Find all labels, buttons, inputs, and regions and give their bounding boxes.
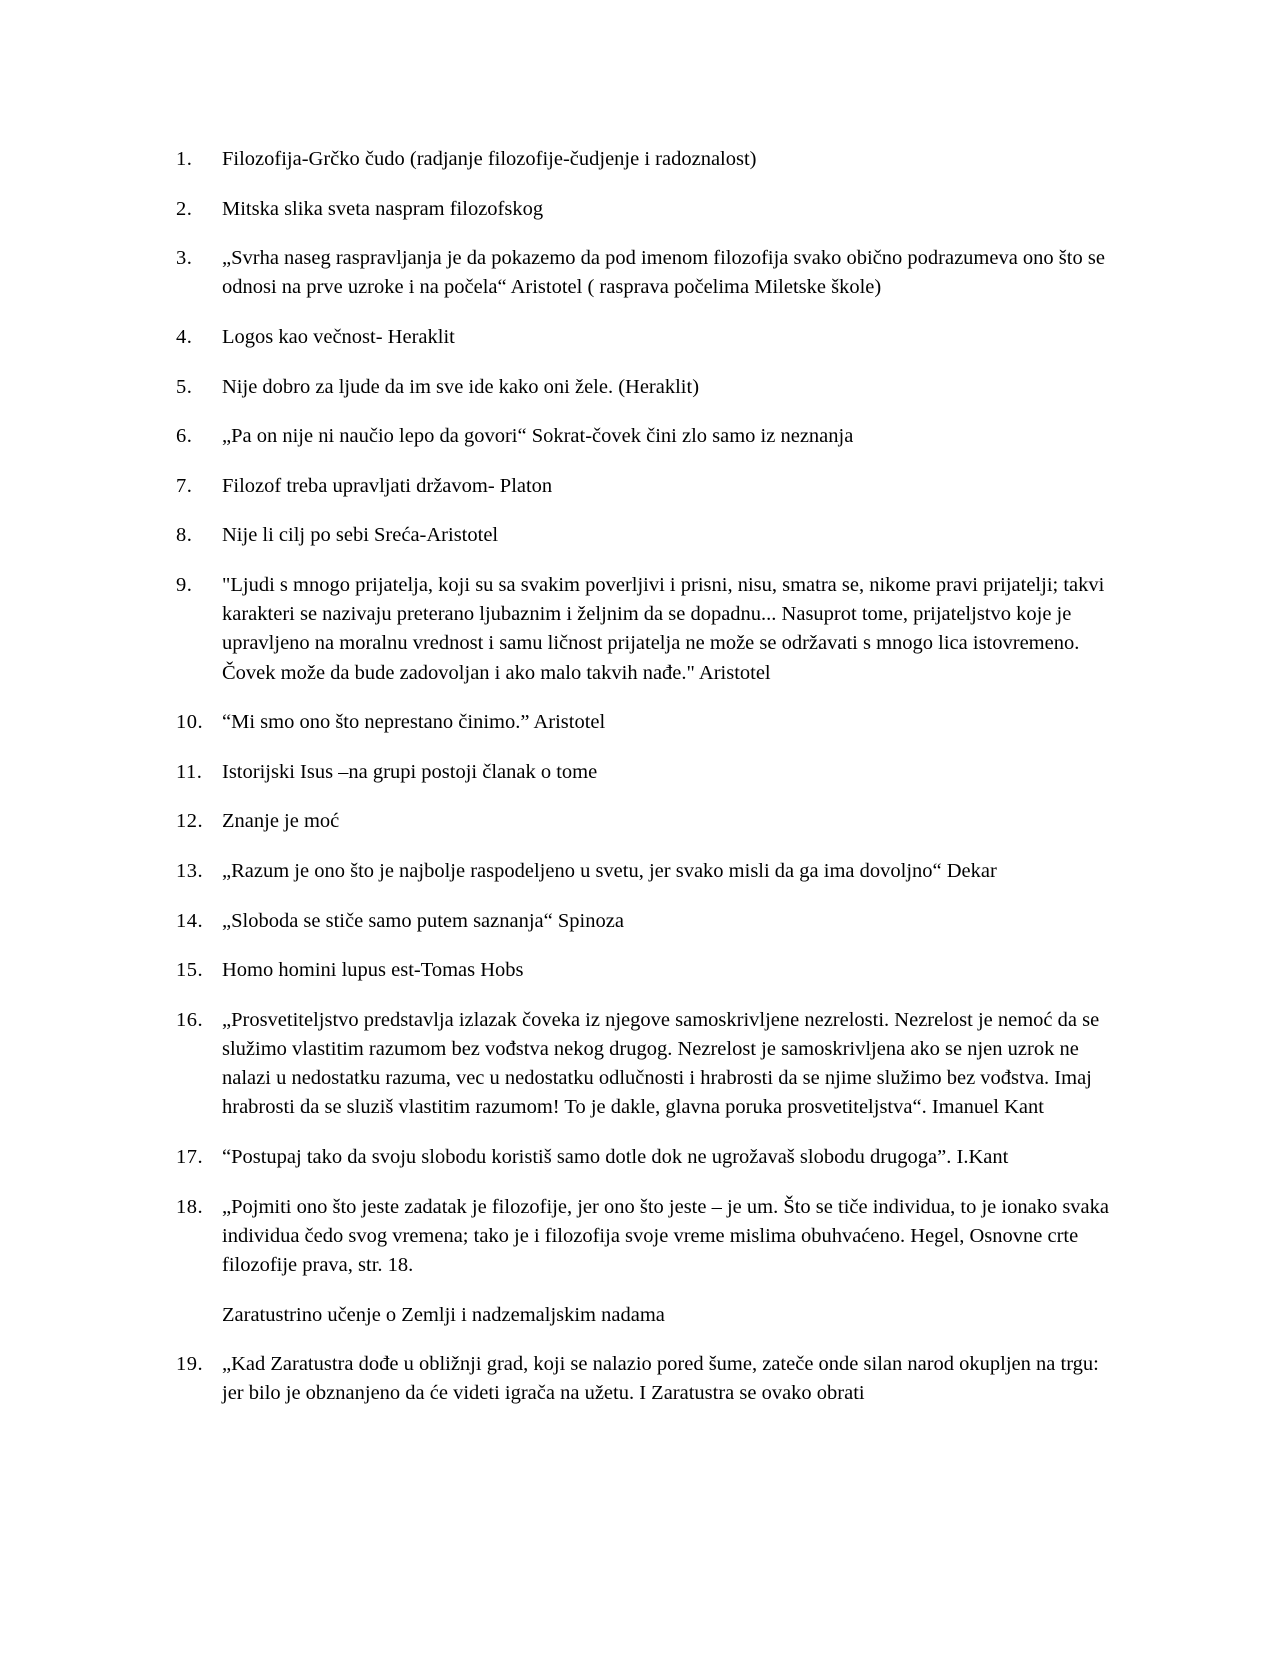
list-number: 19. (176, 1353, 204, 1376)
list-text: Nije li cilj po sebi Sreća-Aristotel (222, 524, 499, 547)
list-item (176, 373, 1116, 402)
list-item (176, 521, 1116, 550)
list-number: 1. (176, 148, 193, 170)
list-number: 6. (176, 425, 193, 448)
list-item (176, 145, 1116, 174)
list-number: 8. (176, 524, 193, 547)
list-number: 4. (176, 325, 193, 348)
list-item (176, 323, 1116, 352)
list-number: 18. (176, 1195, 204, 1218)
list-text: Filozof treba upravljati državom- Platon (222, 474, 553, 497)
list-number: 7. (176, 474, 193, 497)
list-text: Istorijski Isus –na grupi postoji članak o tome (222, 760, 598, 783)
list-item (176, 758, 1116, 787)
list-number: 9. (176, 573, 193, 596)
list-number: 10. (176, 711, 204, 734)
list-text: Homo homini lupus est-Tomas Hobs (222, 959, 524, 982)
list-text: Filozofija-Grčko čudo (radjanje filozofije-čudjenje i radoznalost) (222, 148, 757, 170)
list-text: Mitska slika sveta naspram filozofskog (222, 197, 544, 220)
list-item (176, 1193, 1116, 1281)
list-number: 16. (176, 1008, 204, 1031)
list-text: "Ljudi s mnogo prijatelja, koji su sa svakim poverljivi i prisni, nisu, smatra se, nikome pravi prijatelji; takvi karakteri se nazivaju preterano ljubaznim i željnim da se dopadnu... Nasuprot tome, prijateljstvo koje je upravljeno na moralnu vrednost i samu ličnost prijatelja ne može se održavati s mnogo lica istovremeno. Čovek može da bude zadovoljan i ako malo takvih nađe." Aristotel (222, 573, 1105, 684)
list-text: „Svrha naseg raspravljanja je da pokazemo da pod imenom filozofija svako obično podrazumeva ono što se odnosi na prve uzroke i na počela“ Aristotel ( rasprava počelima Miletske škole) (222, 247, 1105, 299)
list-text: “Postupaj tako da svoju slobodu koristiš samo dotle dok ne ugrožavaš slobodu drugoga”. I.Kant (222, 1145, 1009, 1168)
list-item (176, 907, 1116, 936)
list-text: „Pa on nije ni naučio lepo da govori“ Sokrat-čovek čini zlo samo iz neznanja (222, 425, 854, 448)
list-text: “Mi smo ono što neprestano činimo.” Aristotel (222, 711, 606, 734)
subheading-text: Zaratustrino učenje o Zemlji i nadzemaljskim nadama (222, 1303, 665, 1326)
list-item (176, 195, 1116, 224)
list-number: 3. (176, 247, 193, 270)
list-text: „Razum je ono što je najbolje raspodeljeno u svetu, jer svako misli da ga ima dovoljno“ Dekar (222, 859, 997, 882)
list-text: Logos kao večnost- Heraklit (222, 325, 455, 348)
list-text: „Pojmiti ono što jeste zadatak je filozofije, jer ono što jeste – je um. Što se tiče individua, to je ionako svaka individua čedo svog vremena; tako je i filozofija svoje vreme mislima obuhvaćeno. Hegel, Osnovne crte filozofije prava, str. 18. (222, 1195, 1109, 1276)
list-item (176, 1350, 1116, 1408)
list-number: 12. (176, 810, 204, 833)
list-number: 17. (176, 1145, 204, 1168)
list-text: Znanje je moć (222, 810, 340, 833)
list-item (176, 422, 1116, 451)
list-text: „Sloboda se stiče samo putem saznanja“ Spinoza (222, 909, 624, 932)
list-text: Nije dobro za ljude da im sve ide kako oni žele. (Heraklit) (222, 375, 700, 398)
list-text: „Prosvetiteljstvo predstavlja izlazak čoveka iz njegove samoskrivljene nezrelosti. Nezrelost je nemoć da se služimo vlastitim razumom bez vođstva nekog drugog. Nezrelost je samoskrivljena ako se njen uzrok ne nalazi u nedostatku razuma, vec u nedostatku odlučnosti i hrabrosti da se njime služimo bez vođstva. Imaj hrabrosti da se sluziš vlastitim razumom! To je dakle, glavna poruka prosvetiteljstva“. Imanuel Kant (222, 1008, 1100, 1119)
section-subheading (176, 1301, 1116, 1330)
list-number: 5. (176, 375, 193, 398)
list-number: 11. (176, 760, 203, 783)
list-item (176, 708, 1116, 737)
quote-list (176, 145, 1116, 1429)
list-item (176, 956, 1116, 985)
list-item (176, 571, 1116, 688)
list-number: 2. (176, 197, 193, 220)
list-number: 14. (176, 909, 204, 932)
list-number: 13. (176, 859, 204, 882)
list-item (176, 472, 1116, 501)
list-item (176, 857, 1116, 886)
list-item (176, 244, 1116, 302)
list-item (176, 807, 1116, 836)
list-number: 15. (176, 959, 204, 982)
list-item (176, 1143, 1116, 1172)
list-item (176, 1006, 1116, 1123)
list-text: „Kad Zaratustra dođe u obližnji grad, koji se nalazio pored šume, zateče onde silan narod okupljen na trgu: jer bilo je obznanjeno da će videti igrača na užetu. I Zaratustra se ovako obrati (222, 1353, 1099, 1405)
